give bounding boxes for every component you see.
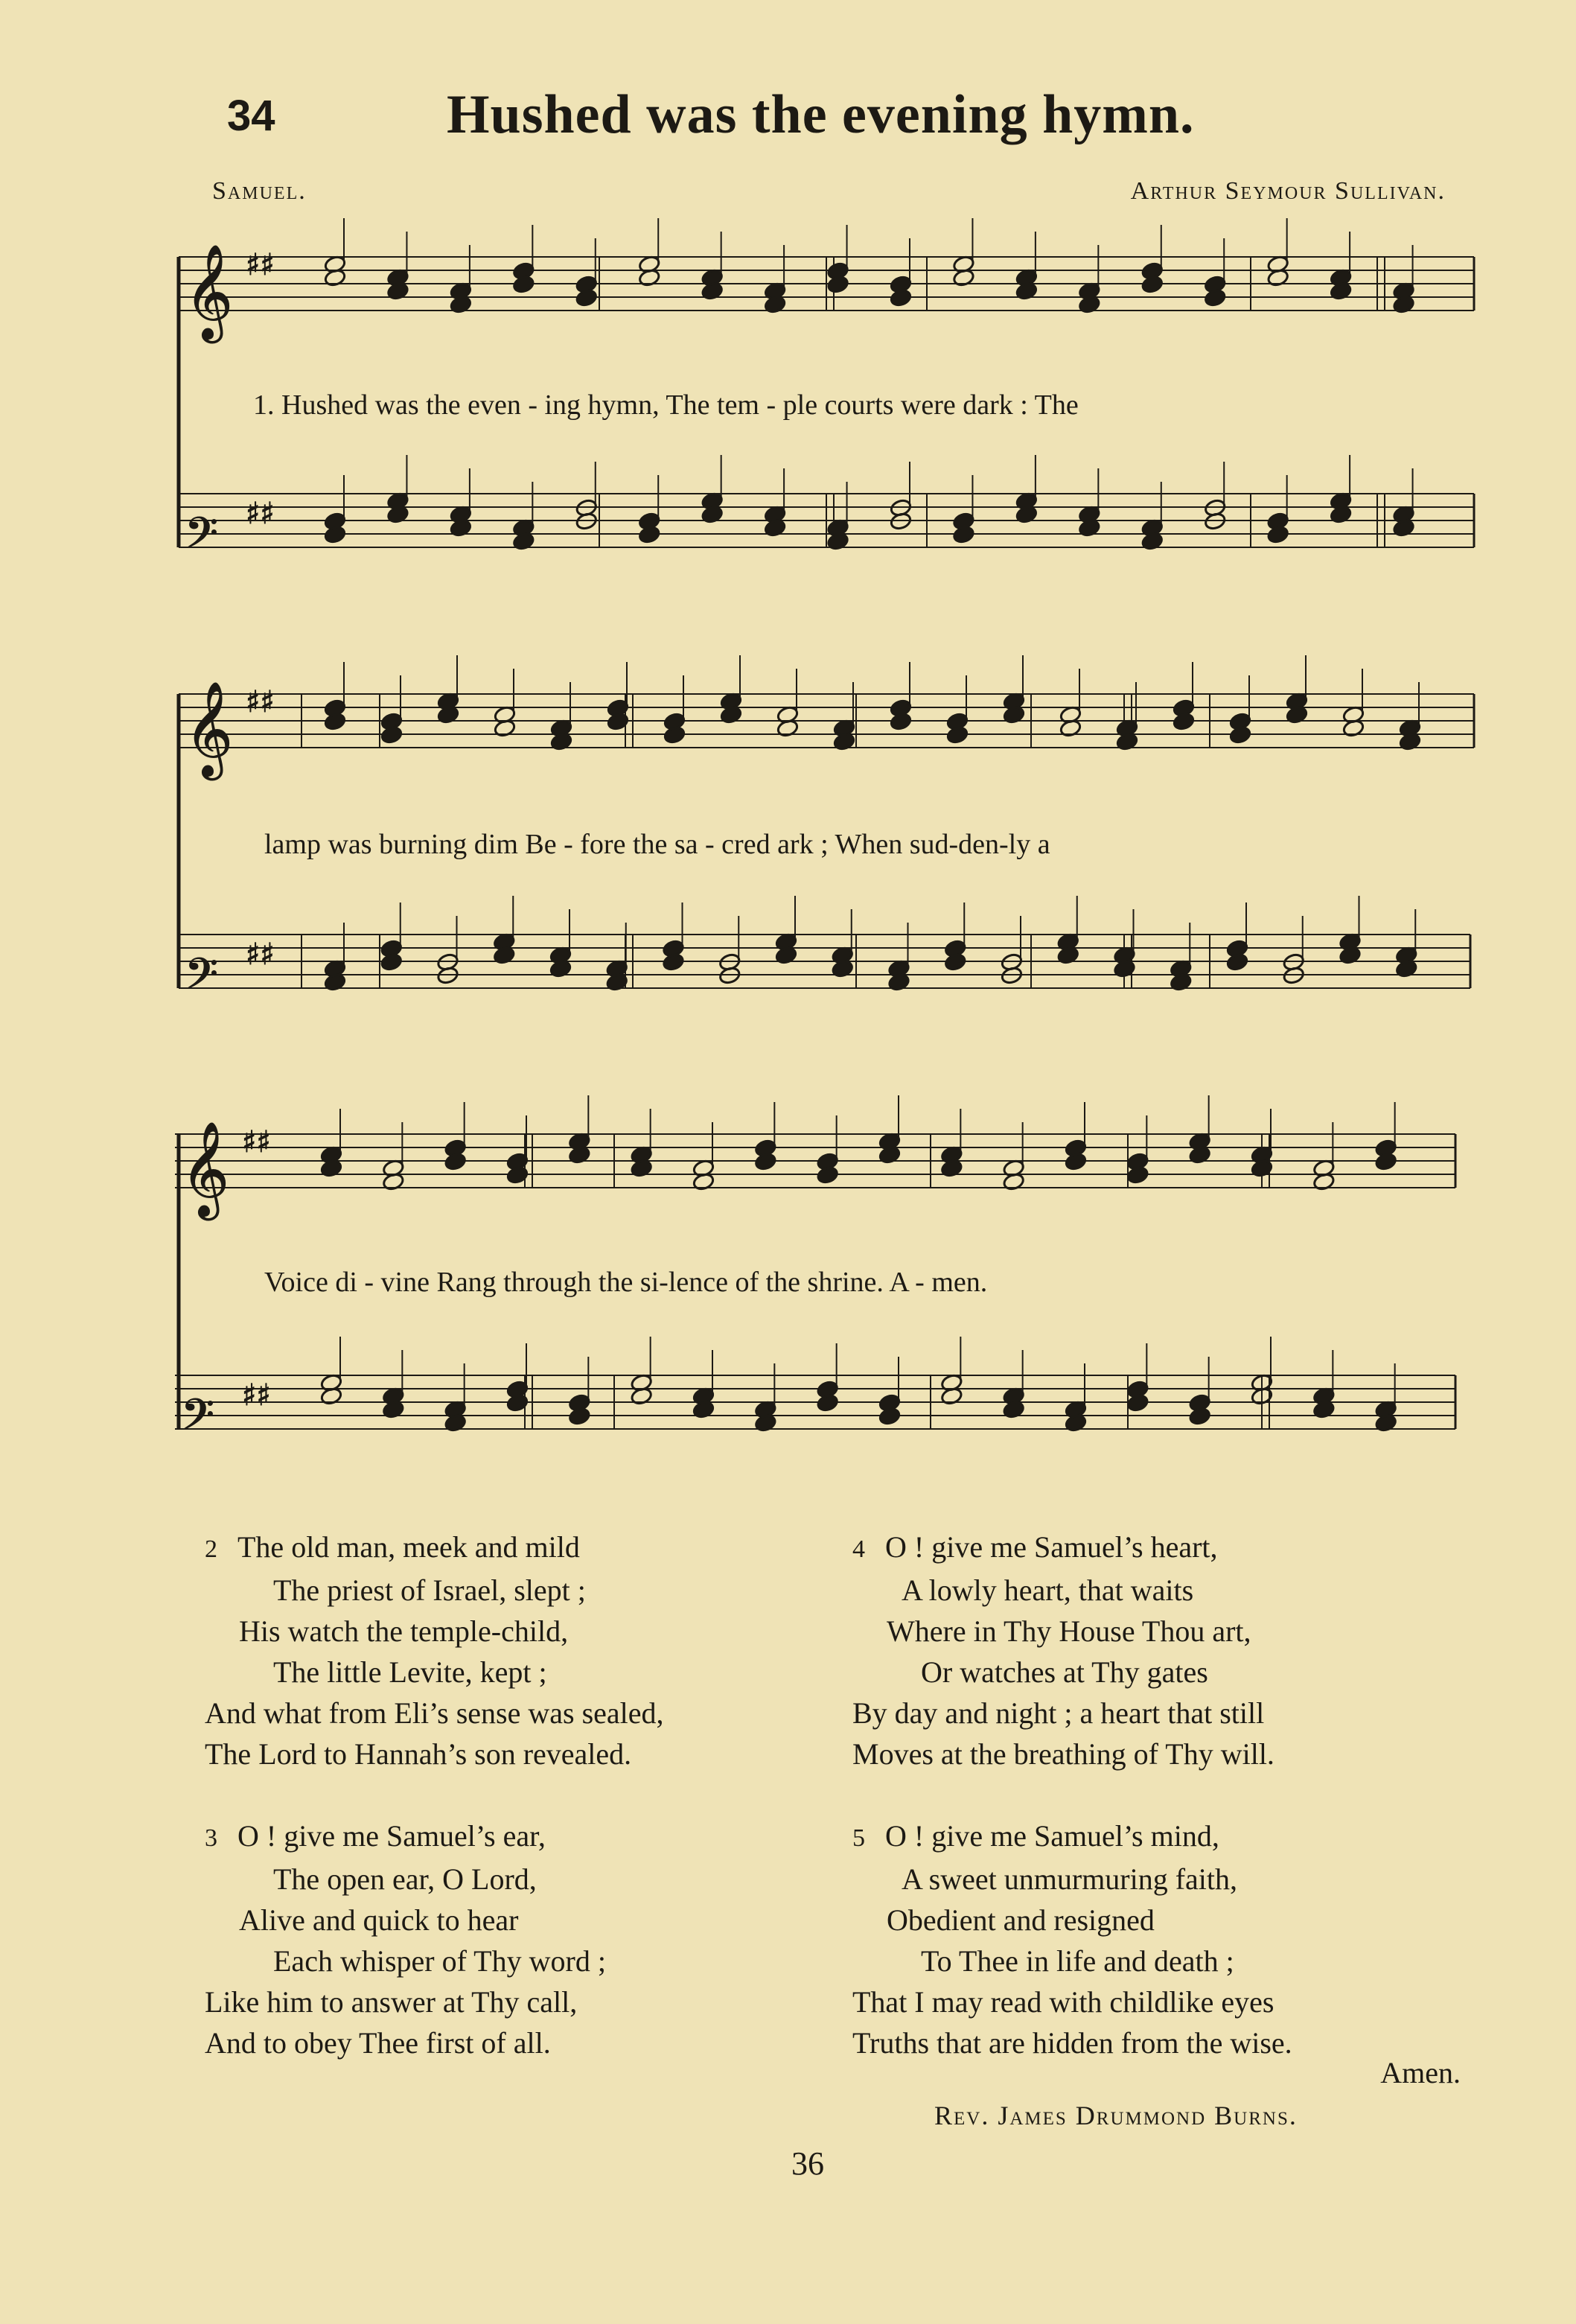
note-head — [662, 952, 685, 972]
lyric-line-3: Voice di - vine Rang through the si-lence of the shrine. A - men. — [264, 1267, 988, 1298]
verse-line: And to obey Thee first of all. — [205, 2026, 551, 2060]
verse-line: Truths that are hidden from the wise. — [852, 2026, 1292, 2060]
note-head — [1065, 1152, 1088, 1171]
note-head — [878, 1407, 902, 1426]
verse-number: 2 — [205, 1535, 217, 1563]
note-head — [816, 1393, 839, 1413]
verse-line: A lowly heart, that waits — [902, 1573, 1194, 1607]
verse-line: O ! give me Samuel’s mind, — [885, 1819, 1219, 1853]
hymn-number: 34 — [227, 92, 275, 140]
note-head — [575, 288, 598, 308]
verse-line: Each whisper of Thy word ; — [273, 1944, 606, 1978]
verses-right-column — [852, 1526, 1292, 2063]
verse-3 — [205, 1815, 664, 2063]
verse-line: The priest of Israel, slept ; — [273, 1573, 586, 1607]
lyric-line-2: lamp was burning dim Be - fore the sa - cred ark ; When sud-den-ly a — [264, 829, 1050, 860]
bass-clef-icon: 𝄢 — [185, 949, 219, 1010]
verse-number: 3 — [205, 1824, 217, 1852]
note-head — [1140, 275, 1164, 294]
verse-5 — [852, 1815, 1292, 2063]
verse-4 — [852, 1526, 1292, 1774]
bass-clef-icon: 𝄢 — [185, 508, 219, 569]
verse-number: 5 — [852, 1824, 865, 1852]
verse-line: Or watches at Thy gates — [921, 1655, 1208, 1689]
treble-clef-icon: 𝄞 — [185, 681, 234, 776]
note-head — [444, 1152, 467, 1171]
note-head — [1188, 1407, 1211, 1426]
verse-number: 4 — [852, 1535, 865, 1563]
note-head — [890, 288, 913, 308]
note-head — [816, 1165, 839, 1185]
hymn-title: Hushed was the evening hymn. — [447, 84, 1195, 145]
treble-clef-icon: 𝄞 — [185, 243, 234, 339]
verse-line: His watch the temple-child, — [239, 1614, 569, 1648]
composer-name: Arthur Seymour Sullivan. — [1130, 177, 1446, 205]
note-head — [1204, 288, 1227, 308]
note-head — [663, 725, 686, 745]
note-head — [1374, 1152, 1397, 1171]
verse-line: The Lord to Hannah’s son revealed. — [205, 1737, 632, 1771]
verse-line: O ! give me Samuel’s heart, — [885, 1530, 1218, 1564]
verse-line: Where in Thy House Thou art, — [887, 1614, 1251, 1648]
key-signature-icon: ♯♯ — [242, 1125, 271, 1159]
note-head — [1226, 952, 1249, 972]
verse-line: The little Levite, kept ; — [273, 1655, 547, 1689]
verse-line: Moves at the breathing of Thy will. — [852, 1737, 1274, 1771]
note-head — [1126, 1165, 1149, 1185]
verse-line: The old man, meek and mild — [237, 1530, 580, 1564]
note-head — [946, 725, 969, 745]
verses-left-column — [205, 1526, 664, 2063]
note-head — [568, 1407, 591, 1426]
note-head — [754, 1152, 777, 1171]
note-head — [380, 952, 403, 972]
bass-clef-icon: 𝄢 — [181, 1389, 215, 1451]
key-signature-icon: ♯♯ — [246, 937, 275, 972]
verse-line: Obedient and resigned — [887, 1903, 1155, 1937]
author-name: Rev. James Drummond Burns. — [934, 2101, 1298, 2130]
verse-line: To Thee in life and death ; — [921, 1944, 1234, 1978]
key-signature-icon: ♯♯ — [246, 248, 275, 282]
verse-line: O ! give me Samuel’s ear, — [237, 1819, 546, 1853]
note-head — [512, 275, 535, 294]
page-number: 36 — [791, 2145, 824, 2182]
verse-2 — [205, 1526, 664, 1774]
note-head — [952, 525, 975, 544]
verse-line: By day and night ; a heart that still — [852, 1696, 1265, 1730]
verse-line: That I may read with childlike eyes — [852, 1985, 1274, 2019]
note-head — [826, 275, 849, 294]
key-signature-icon: ♯♯ — [246, 497, 275, 531]
lyric-line-1: 1. Hushed was the even - ing hymn, The tem - ple courts were dark : The — [253, 389, 1079, 421]
note-head — [1126, 1393, 1149, 1413]
amen-text: Amen. — [1380, 2056, 1461, 2089]
note-head — [1266, 525, 1289, 544]
note-head — [324, 525, 347, 544]
verse-line: The open ear, O Lord, — [273, 1862, 537, 1896]
note-head — [944, 952, 967, 972]
verse-line: Like him to answer at Thy call, — [205, 1985, 578, 2019]
verse-line: And what from Eli’s sense was sealed, — [205, 1696, 664, 1730]
key-signature-icon: ♯♯ — [242, 1378, 271, 1413]
note-head — [1173, 712, 1196, 731]
note-head — [324, 712, 347, 731]
key-signature-icon: ♯♯ — [246, 685, 275, 719]
tune-name: Samuel. — [212, 177, 307, 205]
treble-clef-icon: 𝄞 — [181, 1121, 230, 1216]
note-head — [638, 525, 661, 544]
note-head — [890, 712, 913, 731]
verse-line: A sweet unmurmuring faith, — [902, 1862, 1238, 1896]
verse-line: Alive and quick to hear — [239, 1903, 519, 1937]
note-head — [380, 725, 403, 745]
note-head — [1229, 725, 1252, 745]
